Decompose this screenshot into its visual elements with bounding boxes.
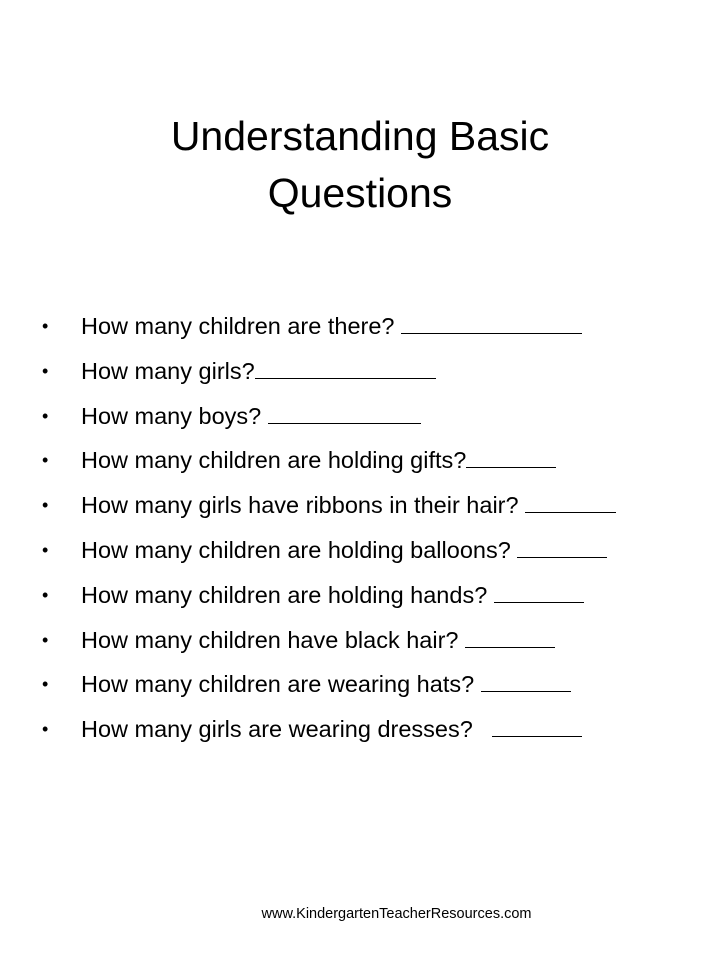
- answer-blank[interactable]: [268, 422, 421, 424]
- answer-blank[interactable]: [494, 601, 584, 603]
- question-text: How many girls have ribbons in their hair?: [81, 492, 519, 519]
- question-text: How many children are there?: [81, 313, 395, 339]
- question-text: How many children have black hair?: [81, 626, 459, 653]
- title-line-1: Understanding Basic: [170, 113, 550, 159]
- title-line-2: Questions: [267, 170, 453, 216]
- answer-blank[interactable]: [255, 377, 436, 379]
- question-item: [0, 304, 720, 349]
- question-item: [0, 394, 720, 439]
- question-text: How many children are holding balloons?: [81, 536, 511, 563]
- question-item: [0, 573, 720, 618]
- question-text: How many boys?: [81, 402, 262, 429]
- question-text: How many children are holding gifts?: [81, 447, 467, 474]
- bullet-icon: •: [42, 719, 49, 740]
- answer-blank[interactable]: [517, 556, 607, 558]
- answer-blank[interactable]: [401, 332, 582, 334]
- bullet-icon: •: [42, 584, 49, 605]
- question-list: [0, 304, 720, 752]
- bullet-icon: •: [42, 360, 49, 381]
- question-text: How many children are holding hands?: [81, 581, 488, 608]
- question-item: [0, 528, 720, 573]
- answer-blank[interactable]: [492, 735, 582, 737]
- question-item: [0, 349, 720, 394]
- question-item: [0, 707, 720, 752]
- worksheet-title: [0, 108, 720, 222]
- question-item: [0, 483, 720, 528]
- answer-blank[interactable]: [466, 466, 556, 468]
- bullet-icon: •: [42, 450, 49, 471]
- bullet-icon: •: [42, 316, 49, 336]
- question-item: [0, 618, 720, 663]
- bullet-icon: •: [42, 674, 49, 695]
- answer-blank[interactable]: [481, 690, 571, 692]
- answer-blank[interactable]: [465, 646, 555, 648]
- bullet-icon: •: [42, 405, 49, 426]
- question-text: How many girls?: [81, 357, 255, 384]
- bullet-icon: •: [42, 495, 49, 516]
- question-item: [0, 662, 720, 707]
- footer-website-url: www.KindergartenTeacherResources.com: [261, 906, 532, 922]
- question-text: How many girls are wearing dresses?: [81, 716, 473, 743]
- answer-blank[interactable]: [525, 511, 616, 513]
- question-item: [0, 438, 720, 483]
- bullet-icon: •: [42, 629, 49, 650]
- bullet-icon: •: [42, 539, 49, 560]
- question-text: How many children are wearing hats?: [81, 671, 475, 698]
